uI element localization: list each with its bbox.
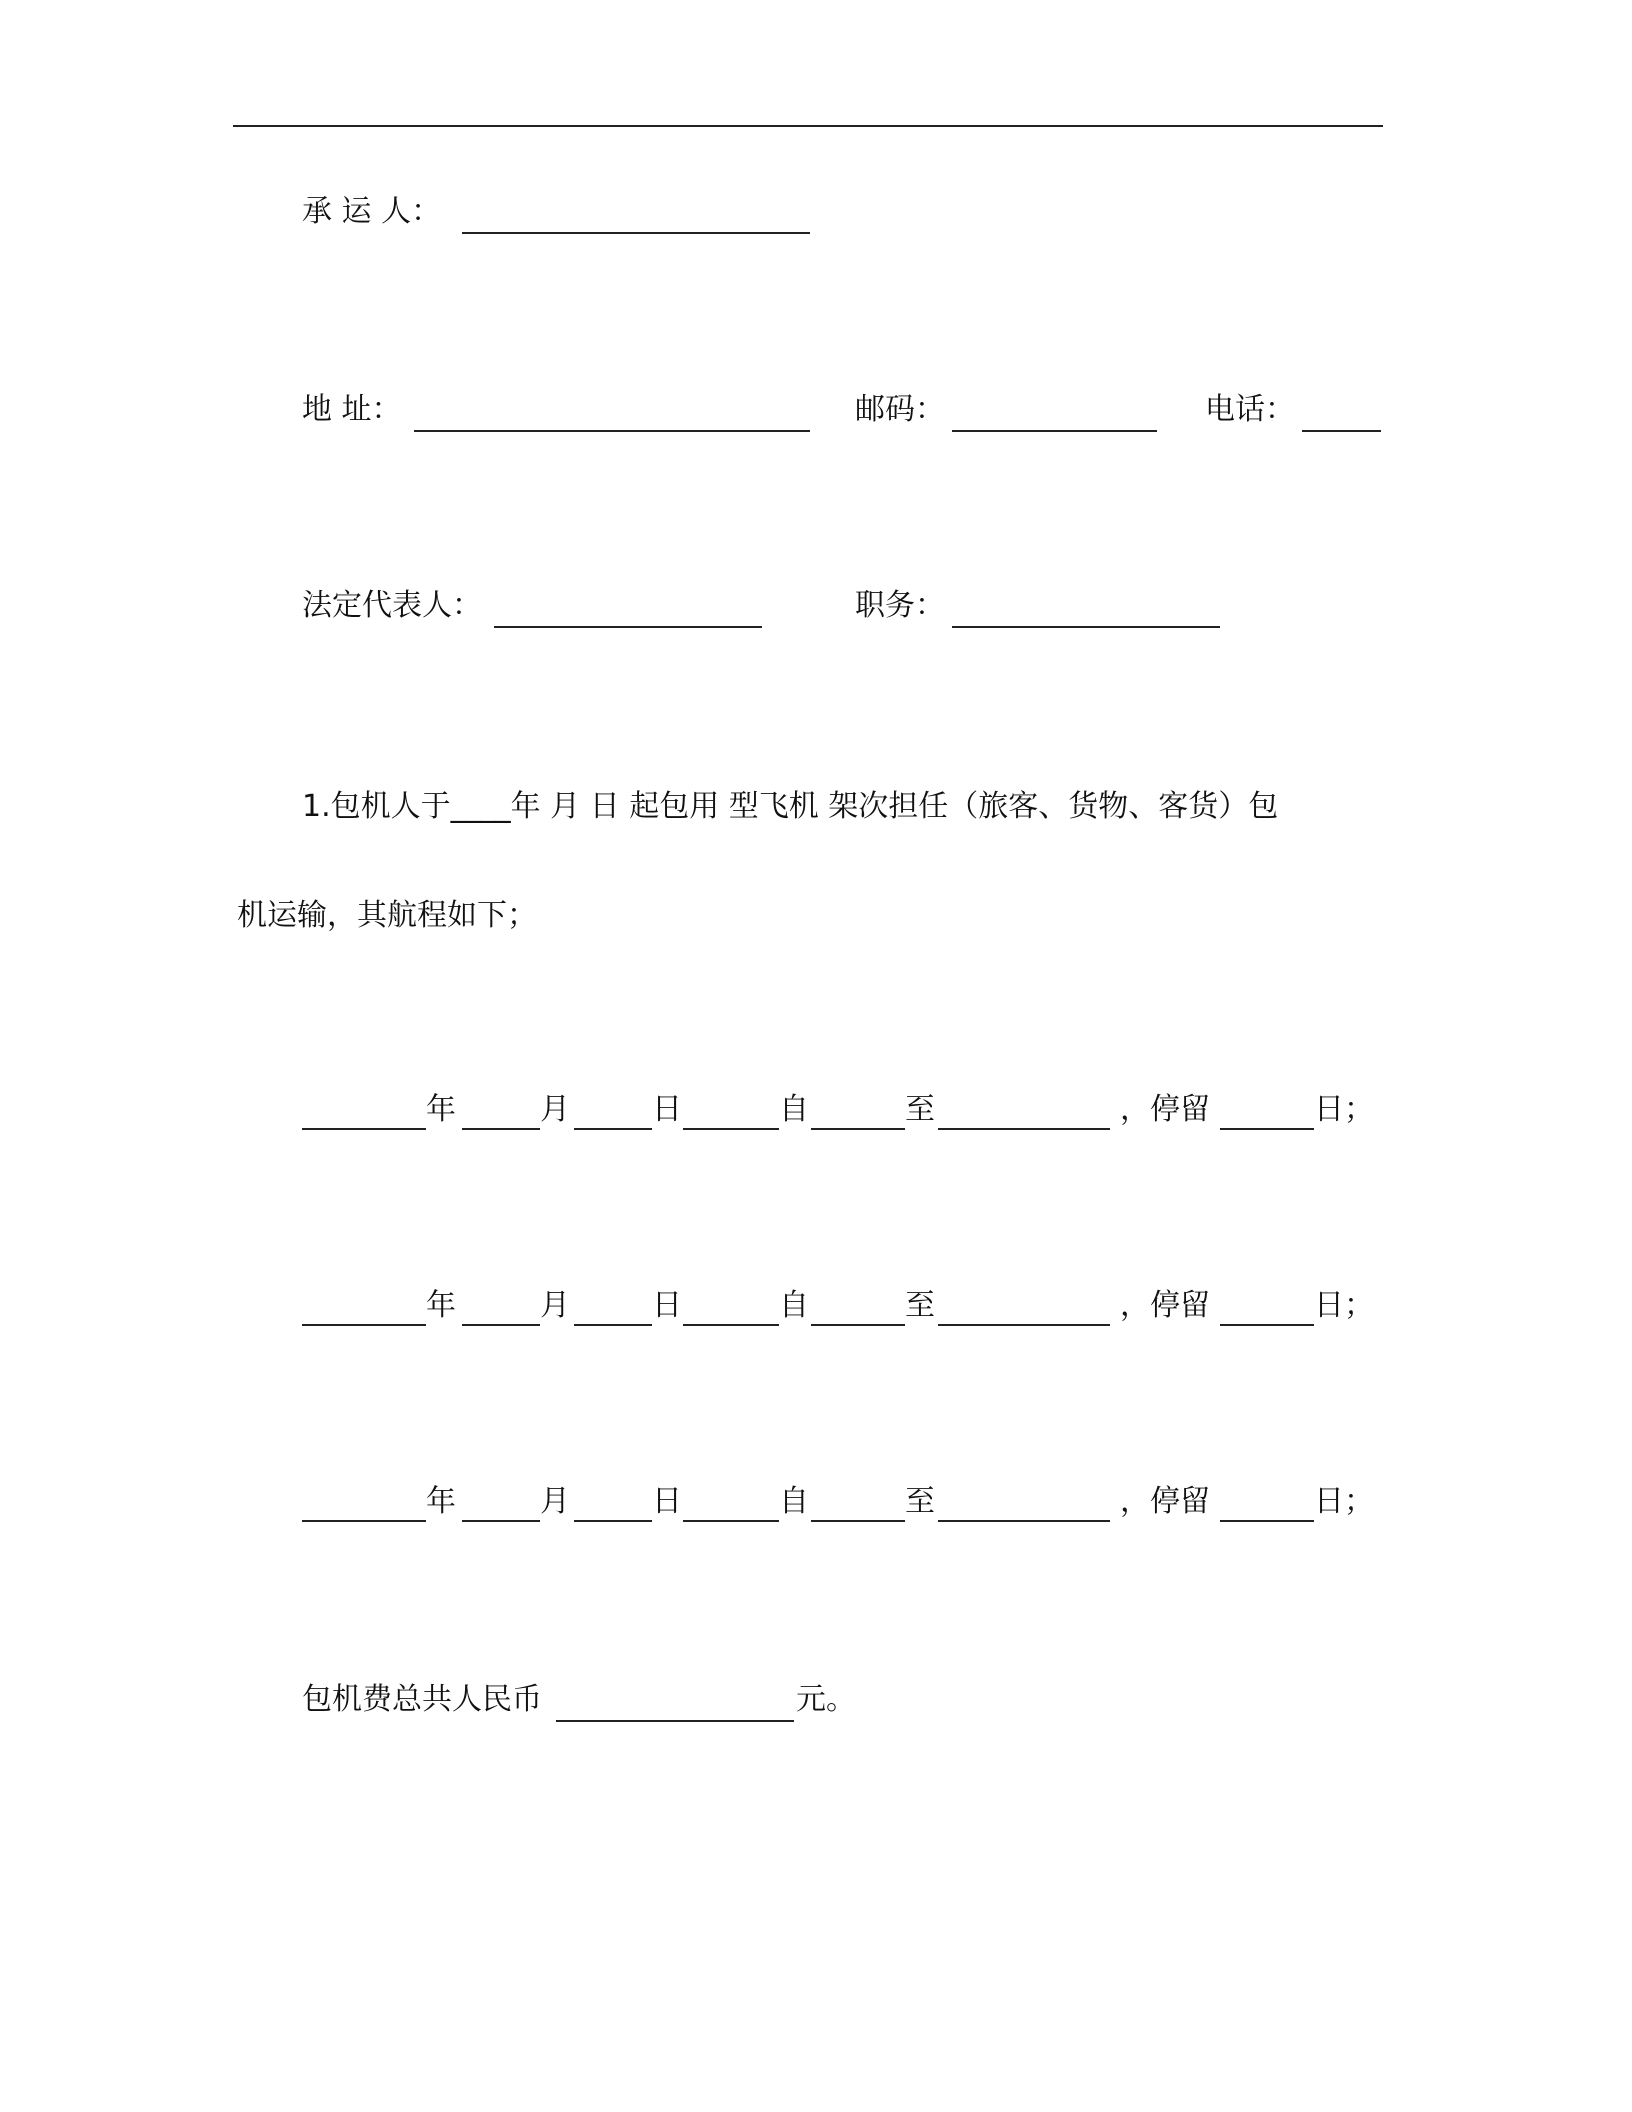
- from-label: 自: [779, 1092, 809, 1127]
- year-blank[interactable]: [302, 1128, 426, 1130]
- year-label: 年: [426, 1484, 456, 1519]
- to-label: 至: [905, 1092, 935, 1127]
- day-label: 日: [652, 1484, 682, 1519]
- to-label: 至: [905, 1484, 935, 1519]
- month-blank[interactable]: [462, 1128, 540, 1130]
- position-label: 职务：: [855, 588, 945, 623]
- departure-blank[interactable]: [683, 1128, 779, 1130]
- carrier-blank[interactable]: [462, 232, 810, 234]
- destination-blank[interactable]: [938, 1520, 1110, 1522]
- day-label: 日: [652, 1092, 682, 1127]
- origin-blank[interactable]: [811, 1520, 905, 1522]
- stay-days-blank[interactable]: [1220, 1520, 1314, 1522]
- route-row: [302, 1090, 1382, 1130]
- from-label: 自: [779, 1288, 809, 1323]
- fee-unit-label: 元。: [796, 1682, 856, 1717]
- origin-blank[interactable]: [811, 1324, 905, 1326]
- position-blank[interactable]: [952, 626, 1220, 628]
- stay-days-blank[interactable]: [1220, 1324, 1314, 1326]
- top-divider: [233, 125, 1383, 127]
- origin-blank[interactable]: [811, 1128, 905, 1130]
- representative-blank[interactable]: [494, 626, 762, 628]
- postcode-blank[interactable]: [952, 430, 1157, 432]
- fee-label: 包机费总共人民币: [302, 1682, 542, 1717]
- day-label: 日: [652, 1288, 682, 1323]
- representative-label: 法定代表人：: [302, 588, 482, 623]
- stay-days-blank[interactable]: [1220, 1128, 1314, 1130]
- destination-blank[interactable]: [938, 1324, 1110, 1326]
- year-label: 年: [426, 1288, 456, 1323]
- month-blank[interactable]: [462, 1520, 540, 1522]
- stay-unit-label: 日；: [1314, 1092, 1374, 1127]
- month-label: 月: [540, 1484, 570, 1519]
- carrier-label: 承 运 人：: [302, 194, 442, 229]
- address-blank[interactable]: [414, 430, 810, 432]
- stay-unit-label: 日；: [1314, 1288, 1374, 1323]
- day-blank[interactable]: [574, 1128, 652, 1130]
- route-row: [302, 1286, 1382, 1326]
- stay-unit-label: 日；: [1314, 1484, 1374, 1519]
- day-blank[interactable]: [574, 1520, 652, 1522]
- departure-blank[interactable]: [683, 1520, 779, 1522]
- clause-1-line-1: 1.包机人于____年 月 日 起包用 型飞机 架次担任（旅客、货物、客货）包: [302, 789, 1279, 824]
- stay-label: ，停留: [1120, 1484, 1210, 1519]
- month-label: 月: [540, 1092, 570, 1127]
- phone-blank[interactable]: [1302, 430, 1381, 432]
- destination-blank[interactable]: [938, 1128, 1110, 1130]
- postcode-label: 邮码：: [855, 392, 945, 427]
- month-blank[interactable]: [462, 1324, 540, 1326]
- departure-blank[interactable]: [683, 1324, 779, 1326]
- phone-label: 电话：: [1205, 392, 1295, 427]
- day-blank[interactable]: [574, 1324, 652, 1326]
- address-label: 地 址：: [302, 392, 402, 427]
- stay-label: ，停留: [1120, 1092, 1210, 1127]
- route-row: [302, 1482, 1382, 1522]
- stay-label: ，停留: [1120, 1288, 1210, 1323]
- clause-1-line-2: 机运输，其航程如下；: [237, 898, 537, 933]
- month-label: 月: [540, 1288, 570, 1323]
- year-blank[interactable]: [302, 1324, 426, 1326]
- to-label: 至: [905, 1288, 935, 1323]
- year-blank[interactable]: [302, 1520, 426, 1522]
- fee-amount-blank[interactable]: [556, 1720, 794, 1722]
- year-label: 年: [426, 1092, 456, 1127]
- from-label: 自: [779, 1484, 809, 1519]
